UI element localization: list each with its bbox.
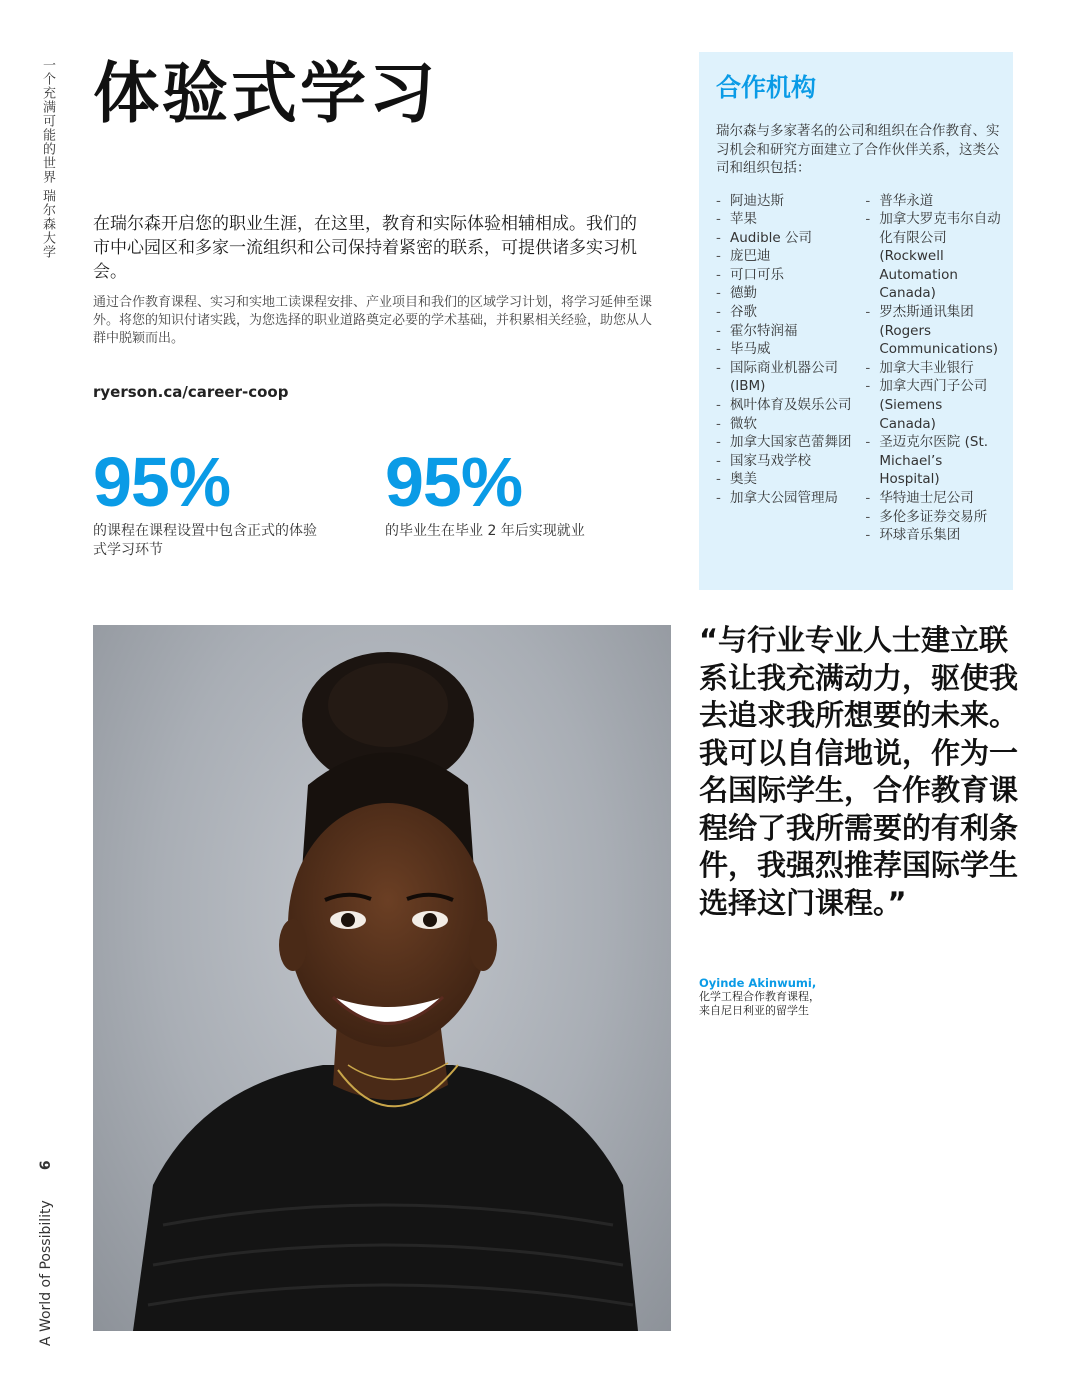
partner-item: - 微软 — [716, 415, 863, 434]
testimonial-quote: “与行业专业人士建立联系让我充满动力，驱使我去追求我所想要的未来。我可以自信地说，作为一名国际学生，合作教育课程给了我所需要的有利条件，我强烈推荐国际学生选择这门课程。” — [699, 623, 1019, 920]
partners-panel — [699, 52, 1013, 590]
partner-item: - 可口可乐 — [716, 266, 863, 285]
partner-item: - 环球音乐集团 — [865, 526, 1001, 545]
partner-item: - 枫叶体育及娱乐公司 — [716, 396, 863, 415]
partner-item: - 多伦多证券交易所 — [865, 508, 1001, 527]
testimonial-name: Oyinde Akinwumi, — [699, 976, 817, 990]
testimonial-program: 化学工程合作教育课程， — [699, 990, 820, 1003]
testimonial-attribution — [699, 976, 999, 1018]
partner-item: - 奥美 — [716, 470, 863, 489]
intro-body: 通过合作教育课程、实习和实地工读课程安排、产业项目和我们的区域学习计划，将学习延伸至课外。将您的知识付诸实践，为您选择的职业道路奠定必要的学术基础，并积累相关经验，助您从人群中脱颖而出。 — [93, 295, 653, 346]
partners-column-1 — [716, 192, 863, 545]
partner-item: - 霍尔特润福 — [716, 322, 863, 341]
partner-item: - Audible 公司 — [716, 229, 863, 248]
partner-item: - 国际商业机器公司 (IBM) — [716, 359, 863, 396]
partner-item: - 加拿大罗克韦尔自动化有限公司 (Rockwell Automation Canada) — [865, 210, 1001, 303]
student-portrait-illustration — [93, 625, 671, 1331]
partner-item: - 加拿大公园管理局 — [716, 489, 863, 508]
stat-value: 95% — [385, 443, 523, 521]
partner-item: - 圣迈克尔医院 (St. Michael’s Hospital) — [865, 433, 1001, 489]
student-photo — [93, 625, 671, 1331]
partner-item: - 加拿大丰业银行 — [865, 359, 1001, 378]
sidebar-footer — [38, 1160, 54, 1346]
partner-item: - 普华永道 — [865, 192, 1001, 211]
partners-title: 合作机构 — [716, 73, 817, 102]
partner-item: - 加拿大西门子公司 (Siemens Canada) — [865, 377, 1001, 433]
stat-label: 的毕业生在毕业 2 年后实现就业 — [385, 523, 585, 539]
career-coop-link[interactable]: ryerson.ca/career-coop — [93, 383, 289, 401]
partner-item: - 苹果 — [716, 210, 863, 229]
stat-courses — [93, 443, 323, 560]
partner-item: - 加拿大国家芭蕾舞团 — [716, 433, 863, 452]
partner-item: - 毕马威 — [716, 340, 863, 359]
page-number: 6 — [38, 1160, 54, 1170]
stat-label: 的课程在课程设置中包含正式的体验式学习环节 — [93, 523, 317, 558]
partner-item: - 谷歌 — [716, 303, 863, 322]
stat-employment — [385, 443, 615, 541]
partner-item: - 罗杰斯通讯集团 (Rogers Communications) — [865, 303, 1001, 359]
page-title: 体验式学习 — [93, 55, 438, 132]
partners-list — [716, 192, 1001, 545]
partners-intro: 瑞尔森与多家著名的公司和组织在合作教育、实习机会和研究方面建立了合作伙伴关系，这类公司和组织包括： — [716, 123, 1000, 176]
sidebar-footer-text: A World of Possibility — [38, 1200, 54, 1347]
sidebar-tagline: 一个充满可能的世界 瑞尔森大学 — [40, 58, 55, 260]
partners-column-2 — [865, 192, 1001, 545]
partner-item: - 华特迪士尼公司 — [865, 489, 1001, 508]
stat-value: 95% — [93, 443, 231, 521]
intro-lead: 在瑞尔森开启您的职业生涯，在这里，教育和实际体验相辅相成。我们的市中心园区和多家一流组织和公司保持着紧密的联系，可提供诸多实习机会。 — [93, 214, 637, 282]
partner-item: - 国家马戏学校 — [716, 452, 863, 471]
partner-item: - 阿迪达斯 — [716, 192, 863, 211]
partner-item: - 庞巴迪 — [716, 247, 863, 266]
testimonial-origin: 来自尼日利亚的留学生 — [699, 1004, 809, 1017]
partner-item: - 德勤 — [716, 284, 863, 303]
